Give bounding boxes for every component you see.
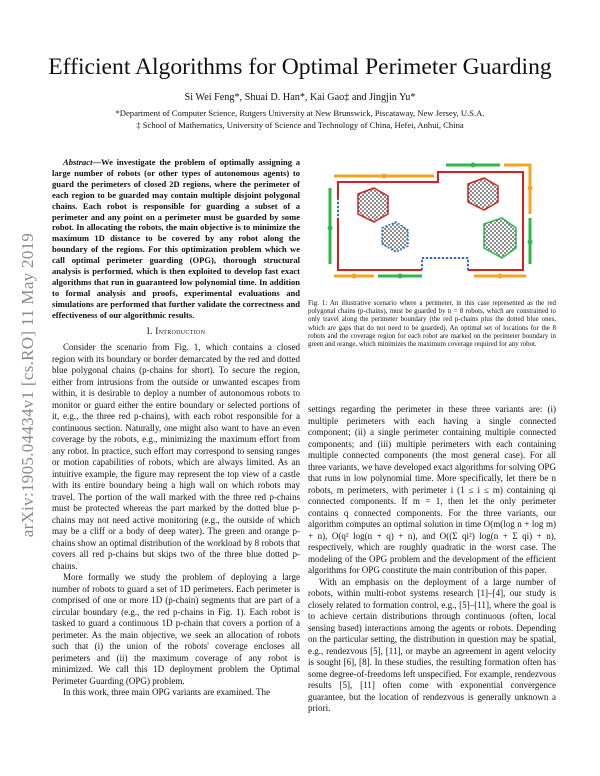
- paragraph: settings regarding the perimeter in these three variants are: (i) multiple perimeters with each having a single connected component; (ii) a single perimeter containing multiple connected components; and (iii) multiple perimeters with each containing multiple connected components (the most general case). For all three variants, we have developed exact algorithms for solving OPG that runs in low polynomial time. More specifically, let there be n robots, m perimeters, with perimeter i (1 ≤ i ≤ m) containing qi connected components. If m = 1, then let the only perimeter contains q connected components. For the three variants, our algorithm computes an optimal solution in time O(m(log n + log m) + n), O(q² log(n + q) + n), and O((Σ qi²) log(n + Σ qi) + n), respectively, which are roughly quadratic in the worst case. The modeling of the OPG problem and the development of the efficient algorithms for OPG constitute the main contribution of this paper.: [308, 404, 556, 575]
- obstacle-hex-2: [382, 222, 408, 252]
- robot: [382, 174, 387, 179]
- abstract-label: Abstract: [63, 157, 93, 167]
- arxiv-identifier: [8, 190, 48, 580]
- figure-1-diagram: [318, 158, 550, 290]
- paragraph: Consider the scenario from Fig. 1, which contains a closed region with its boundary or border demarcated by the red and dotted blue polygonal chains (p-chains for short). To secure the region, either from intrusions from the outside or unwanted escapes from within, it is desirable to deploy a number of autonomous robots to monitor or guard either the entire boundary or selected portions of it, e.g., the three red p-chains), with each robot responsible for a continuous section. Naturally, one might also want to have an even coverage by the robots, e.g., minimizing the maximum effort from any robot. In practice, such effort may correspond to sensing ranges or motion capabilities of robots, which are always limited. As an intuitive example, the figure may represent the top view of a castle with its entire boundary being a high wall on which robots may travel. The portion of the wall marked with the three red p-chains must be protected whereas the part marked by the dotted blue p-chains may not need active monitoring (e.g., the outside of which may be a cliff or a body of deep water). The green and orange p-chains show an optimal distribution of the workload by 8 robots that covers all red p-chains but skips two of the three blue dotted p-chains.: [52, 342, 300, 571]
- author-list: Si Wei Feng*, Shuai D. Han*, Kai Gao‡ and Jingjin Yu*: [184, 92, 416, 103]
- abstract-text: —We investigate the problem of optimally assigning a large number of robots (or other types of autonomous agents) to guard the perimeters of closed 2D regions, where the perimeter of each region to be guarded may contain multiple disjoint polygonal chains. Each robot is responsible for guarding a subset of a perimeter and any point on a perimeter must be guarded by some robot. In allocating the robots, the main objective is to minimize the maximum 1D distance to be covered by any robot along the boundary of the regions. For this optimization problem which we call optimal perimeter guarding (OPG), thorough structural analysis is performed, which is then exploited to develop fast exact algorithms that run in guaranteed low polynomial time. In addition to formal analysis and proofs, experimental evaluations and simulations are performed that further validate the correctness and effectiveness of our algorithmic results.: [52, 157, 300, 320]
- robot: [352, 274, 357, 279]
- robot: [398, 274, 403, 279]
- paragraph: More formally we study the problem of deploying a large number of robots to guard a set of 1D perimeters. Each perimeter is comprised of one or more 1D (p-chain) segments that are part of a circular boundary (e.g., the red p-chains in Fig. 1). Each robot is tasked to guard a continuous 1D p-chain that covers a portion of a perimeter. As the main objective, we seek an allocation of robots such that (i) the union of the robots' coverage encloses all perimeters and (ii) the maximum coverage of any robot is minimized. We call this 1D deployment problem the Optimal Perimeter Guarding (OPG) problem.: [52, 572, 300, 686]
- robot: [498, 274, 503, 279]
- paragraph: In this work, three main OPG variants are examined. The: [63, 687, 271, 698]
- paragraph: With an emphasis on the deployment of a large number of robots, within multi-robot systems research [1]–[4], our study is closely related to formation control, e.g., [5]–[11], where the goal is to achieve certain distributions through continuous (often, local sensing based) interactions among the agents or robots. Depending on the particular setting, the distribution in question may be spatial, e.g., rendezvous [5], [11], or maybe an agreement in agent velocity is sought [6], [8]. In these studies, the resulting formation often has some degree-of-freedoms left unspecified. For example, rendezvous results [5], [11] often come with exponential convergence guarantee, but the location of rendezvous is generally unknown a priori.: [308, 576, 556, 713]
- robot: [528, 186, 533, 191]
- arxiv-id-text: arXiv:1905.04434v1 [cs.RO] 11 May 2019: [18, 232, 37, 538]
- abstract: [52, 157, 300, 321]
- robot: [528, 240, 533, 245]
- section-heading: I. Introduction: [146, 325, 206, 336]
- figure-caption: Fig. 1: An illustrative scenario where a perimeter, in this case represented as the red polygonal chains (p-chains), must be guarded by n = 8 robots, which are constrained to only travel along the perimeter boundary (the red p-chains plus the dotted blue ones, which are gaps that do not need to be guarded). An optimal set of locations for the 8 robots and the coverage region for each robot are marked on the perimeter boundary in green and orange, which minimizes the maximum coverage required for any robot.: [308, 300, 556, 349]
- robot: [328, 226, 333, 231]
- affiliation-2: ‡ School of Mathematics, University of Science and Technology of China, Hefei, Anhui, China: [136, 120, 464, 130]
- left-column: [52, 157, 300, 699]
- obstacle-hex-1: [358, 188, 388, 222]
- paper-title: Efficient Algorithms for Optimal Perimeter Guarding: [48, 54, 552, 80]
- robot: [471, 163, 476, 168]
- obstacle-hex-4: [484, 218, 516, 258]
- obstacle-hex-3: [468, 178, 498, 210]
- right-column: [308, 404, 556, 715]
- affiliation-1: *Department of Computer Science, Rutgers University at New Brunswick, Piscataway, New Jersey, U.S.A.: [115, 108, 485, 118]
